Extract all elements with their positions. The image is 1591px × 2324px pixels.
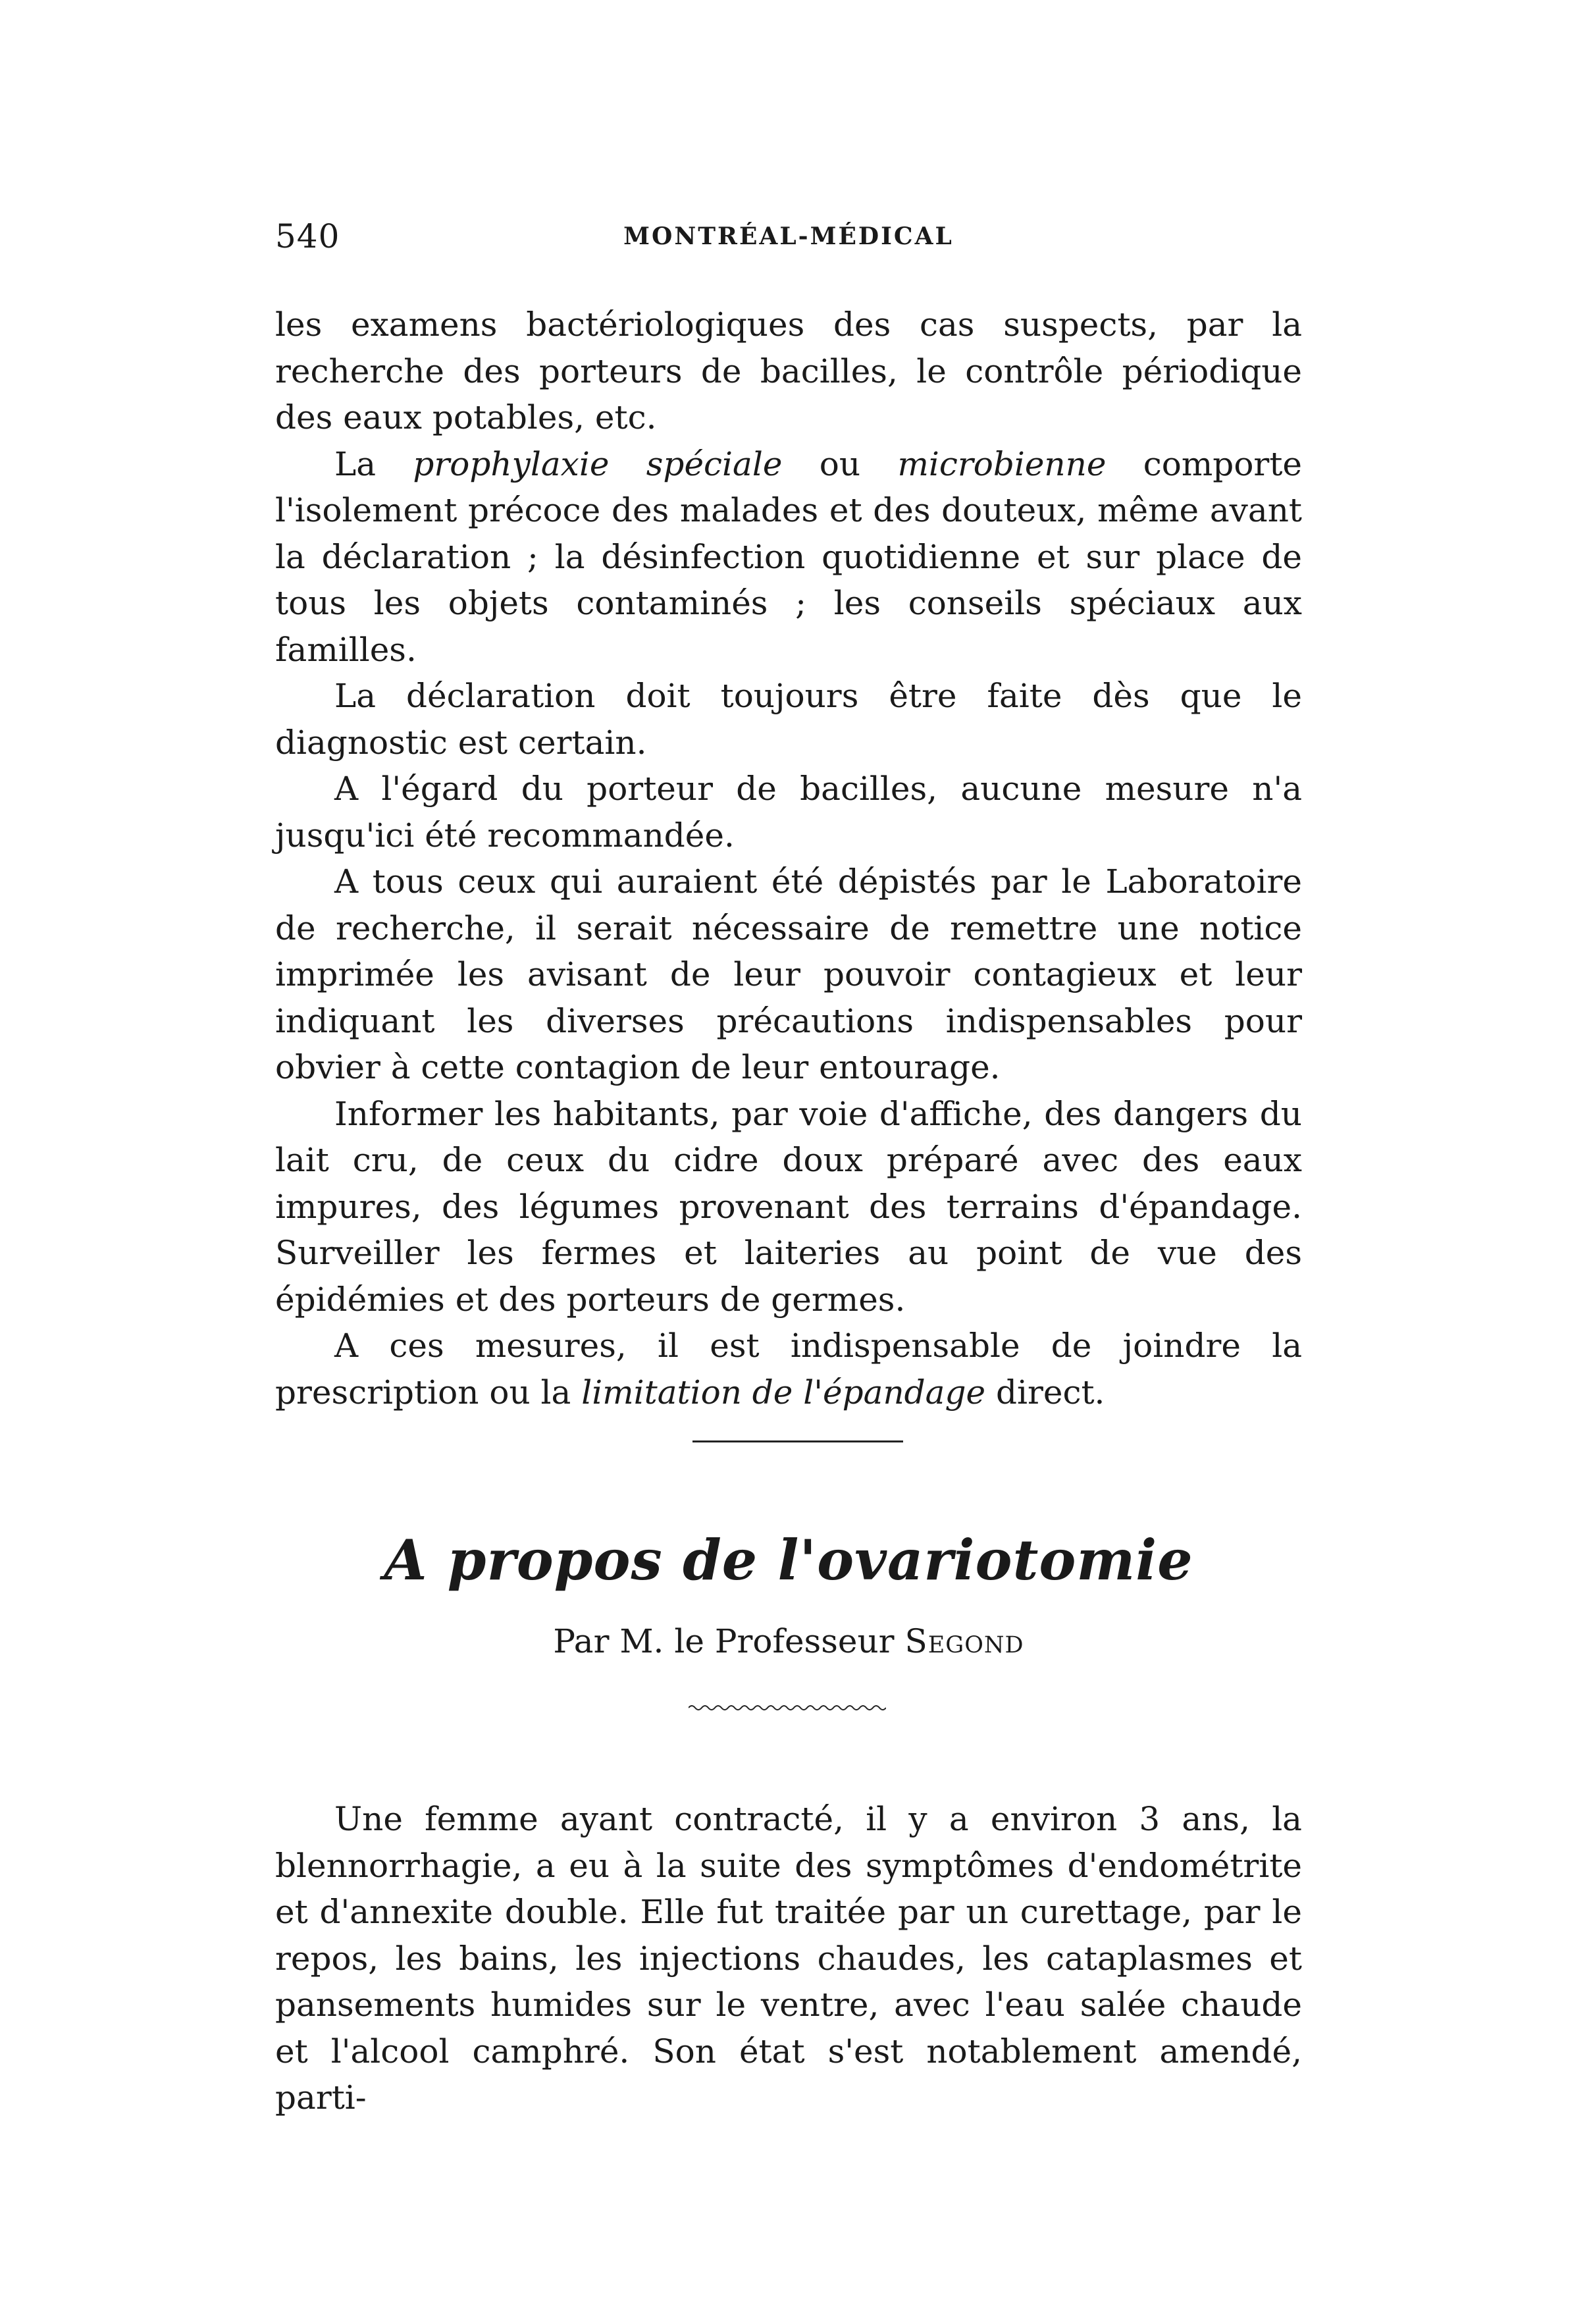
paragraph-declaration: La déclaration doit toujours être faite dès que le diagnostic est certain.	[275, 677, 1302, 762]
page-header	[275, 217, 1302, 277]
italic-term: limitation de l'épandage	[581, 1373, 986, 1412]
paragraph-inform: Informer les habitants, par voie d'affiche, des dangers du lait cru, de ceux du cidre doux préparé avec des eaux impures, des légumes provenant des terrains d'épandage. Surveiller les fermes et laiteries au point de vue des épidémies et des porteurs de germes.	[275, 1094, 1302, 1319]
byline	[275, 1622, 1302, 1660]
byline-prefix: Par M. le Professeur	[553, 1622, 905, 1660]
text-run: direct.	[985, 1373, 1105, 1412]
paragraph-carrier: A l'égard du porteur de bacilles, aucune mesure n'a jusqu'ici été recommandée.	[275, 770, 1302, 855]
text-run: A ces mesures, il est indispensable de joindre la prescription ou la	[275, 1327, 1302, 1412]
italic-term: prophylaxie spéciale	[413, 444, 783, 483]
running-head: MONTRÉAL-MÉDICAL	[623, 223, 954, 250]
section-separator	[692, 1440, 903, 1442]
author-name: Segond	[904, 1622, 1024, 1660]
paragraph-prophylaxis	[275, 441, 1302, 673]
body-text	[275, 302, 1302, 1415]
italic-term: microbienne	[897, 444, 1107, 483]
paragraph-measures	[275, 1323, 1302, 1415]
wavy-rule	[689, 1703, 886, 1713]
text-run: comporte l'isolement précoce des malades et des douteux, même avant la déclaration ; la désinfection quotidienne et sur place de tous les objets contaminés ; les conseils spéciaux aux familles.	[275, 444, 1303, 669]
article-body	[275, 1796, 1302, 2121]
article-title: A propos de l'ovariotomie	[384, 1527, 1193, 1593]
text-run: La	[334, 444, 413, 483]
article-paragraph: Une femme ayant contracté, il y a environ 3 ans, la blennorrhagie, a eu à la suite des symptômes d'endométrite et d'annexite double. Elle fut traitée par un curettage, par le repos, les bains, les injections chaudes, les cataplasmes et pansements humides sur le ventre, avec l'eau salée chaude et l'alcool camphré. Son état s'est notablement amendé, parti-	[275, 1800, 1302, 2117]
paragraph-continued: les examens bactériologiques des cas suspects, par la recherche des porteurs de bacilles, le contrôle périodique des eaux potables, etc.	[275, 305, 1302, 436]
text-run: ou	[782, 444, 898, 483]
page-number: 540	[275, 217, 340, 255]
paragraph-laboratory: A tous ceux qui auraient été dépistés par le Laboratoire de recherche, il serait nécessaire de remettre une notice imprimée les avisant de leur pouvoir contagieux et leur indiquant les diverses précautions indispensables pour obvier à cette contagion de leur entourage.	[275, 862, 1302, 1086]
